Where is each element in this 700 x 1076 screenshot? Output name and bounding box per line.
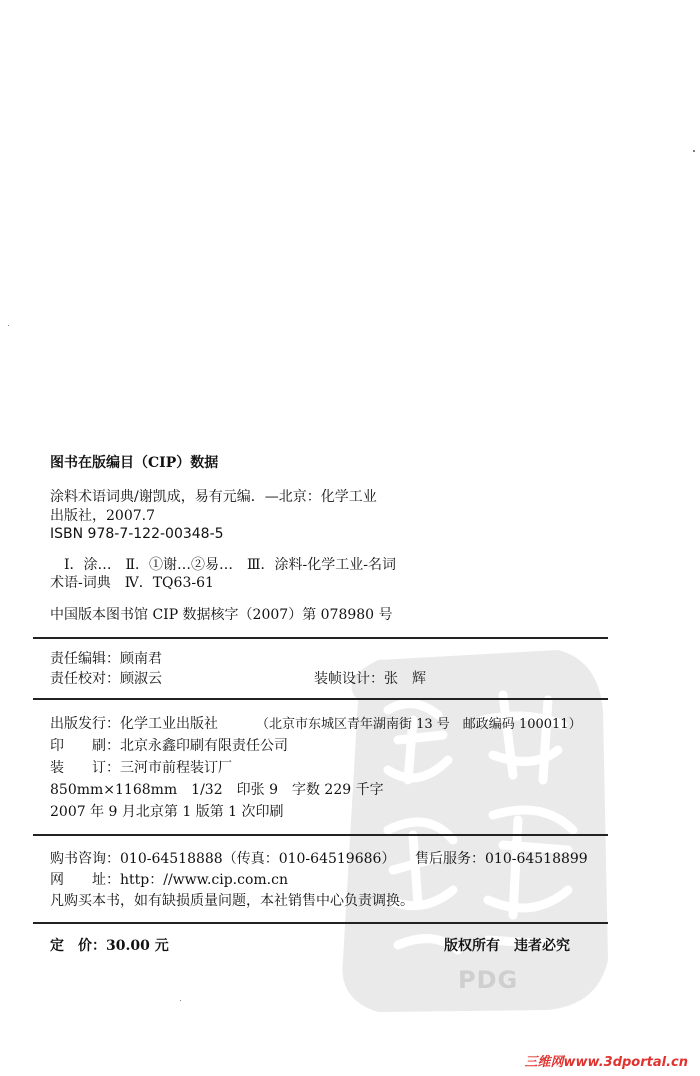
printer: 印 刷：北京永鑫印刷有限责任公司 (50, 738, 288, 754)
book-specs: 850mm×1168mm 1/32 印张 9 字数 229 千字 (50, 782, 384, 798)
scan-speck (180, 1000, 181, 1001)
cip-classification-line2: 术语-词典 Ⅳ．TQ63-61 (50, 575, 214, 591)
cip-isbn: ISBN 978-7-122-00348-5 (50, 526, 224, 542)
responsible-editor: 责任编辑：顾南君 (50, 651, 162, 667)
seal-stamp-watermark (318, 640, 618, 1020)
divider (33, 698, 608, 700)
publisher-address: （北京市东城区青年湖南街 13 号 邮政编码 100011） (256, 717, 582, 732)
divider (33, 834, 608, 836)
copyright-notice: 版权所有 违者必究 (444, 938, 570, 954)
cip-publisher-line: 出版社，2007.7 (50, 508, 155, 524)
purchase-hotline: 购书咨询：010-64518888（传真：010-64519686） (50, 851, 396, 867)
cip-heading: 图书在版编目（CIP）数据 (50, 455, 219, 471)
responsible-proofreader: 责任校对：顾淑云 (50, 671, 162, 687)
defect-notice: 凡购买本书，如有缺损质量问题，本社销售中心负责调换。 (50, 893, 414, 909)
cover-designer: 装帧设计：张 辉 (314, 671, 426, 687)
scan-speck (693, 150, 695, 152)
price: 定 价：30.00 元 (50, 938, 169, 954)
scan-speck (8, 325, 9, 326)
cip-classification-line1: Ⅰ．涂… Ⅱ．①谢…②易… Ⅲ．涂料-化学工业-名词 (64, 557, 397, 573)
stamp-label: PDG (458, 966, 519, 994)
divider (33, 922, 608, 924)
website: 网 址：http：//www.cip.com.cn (50, 872, 288, 888)
edition-info: 2007 年 9 月北京第 1 版第 1 次印刷 (50, 804, 284, 820)
after-sales-hotline: 售后服务：010-64518899 (415, 851, 588, 867)
cip-record-number: 中国版本图书馆 CIP 数据核字（2007）第 078980 号 (50, 607, 393, 623)
cip-title-line: 涂料术语词典/谢凯成，易有元编．—北京：化学工业 (50, 489, 377, 505)
binder: 装 订：三河市前程装订厂 (50, 760, 232, 776)
divider (33, 637, 608, 639)
site-watermark: 三维网www.3dportal.cn (524, 1055, 688, 1070)
publisher: 出版发行：化学工业出版社 (50, 716, 218, 732)
